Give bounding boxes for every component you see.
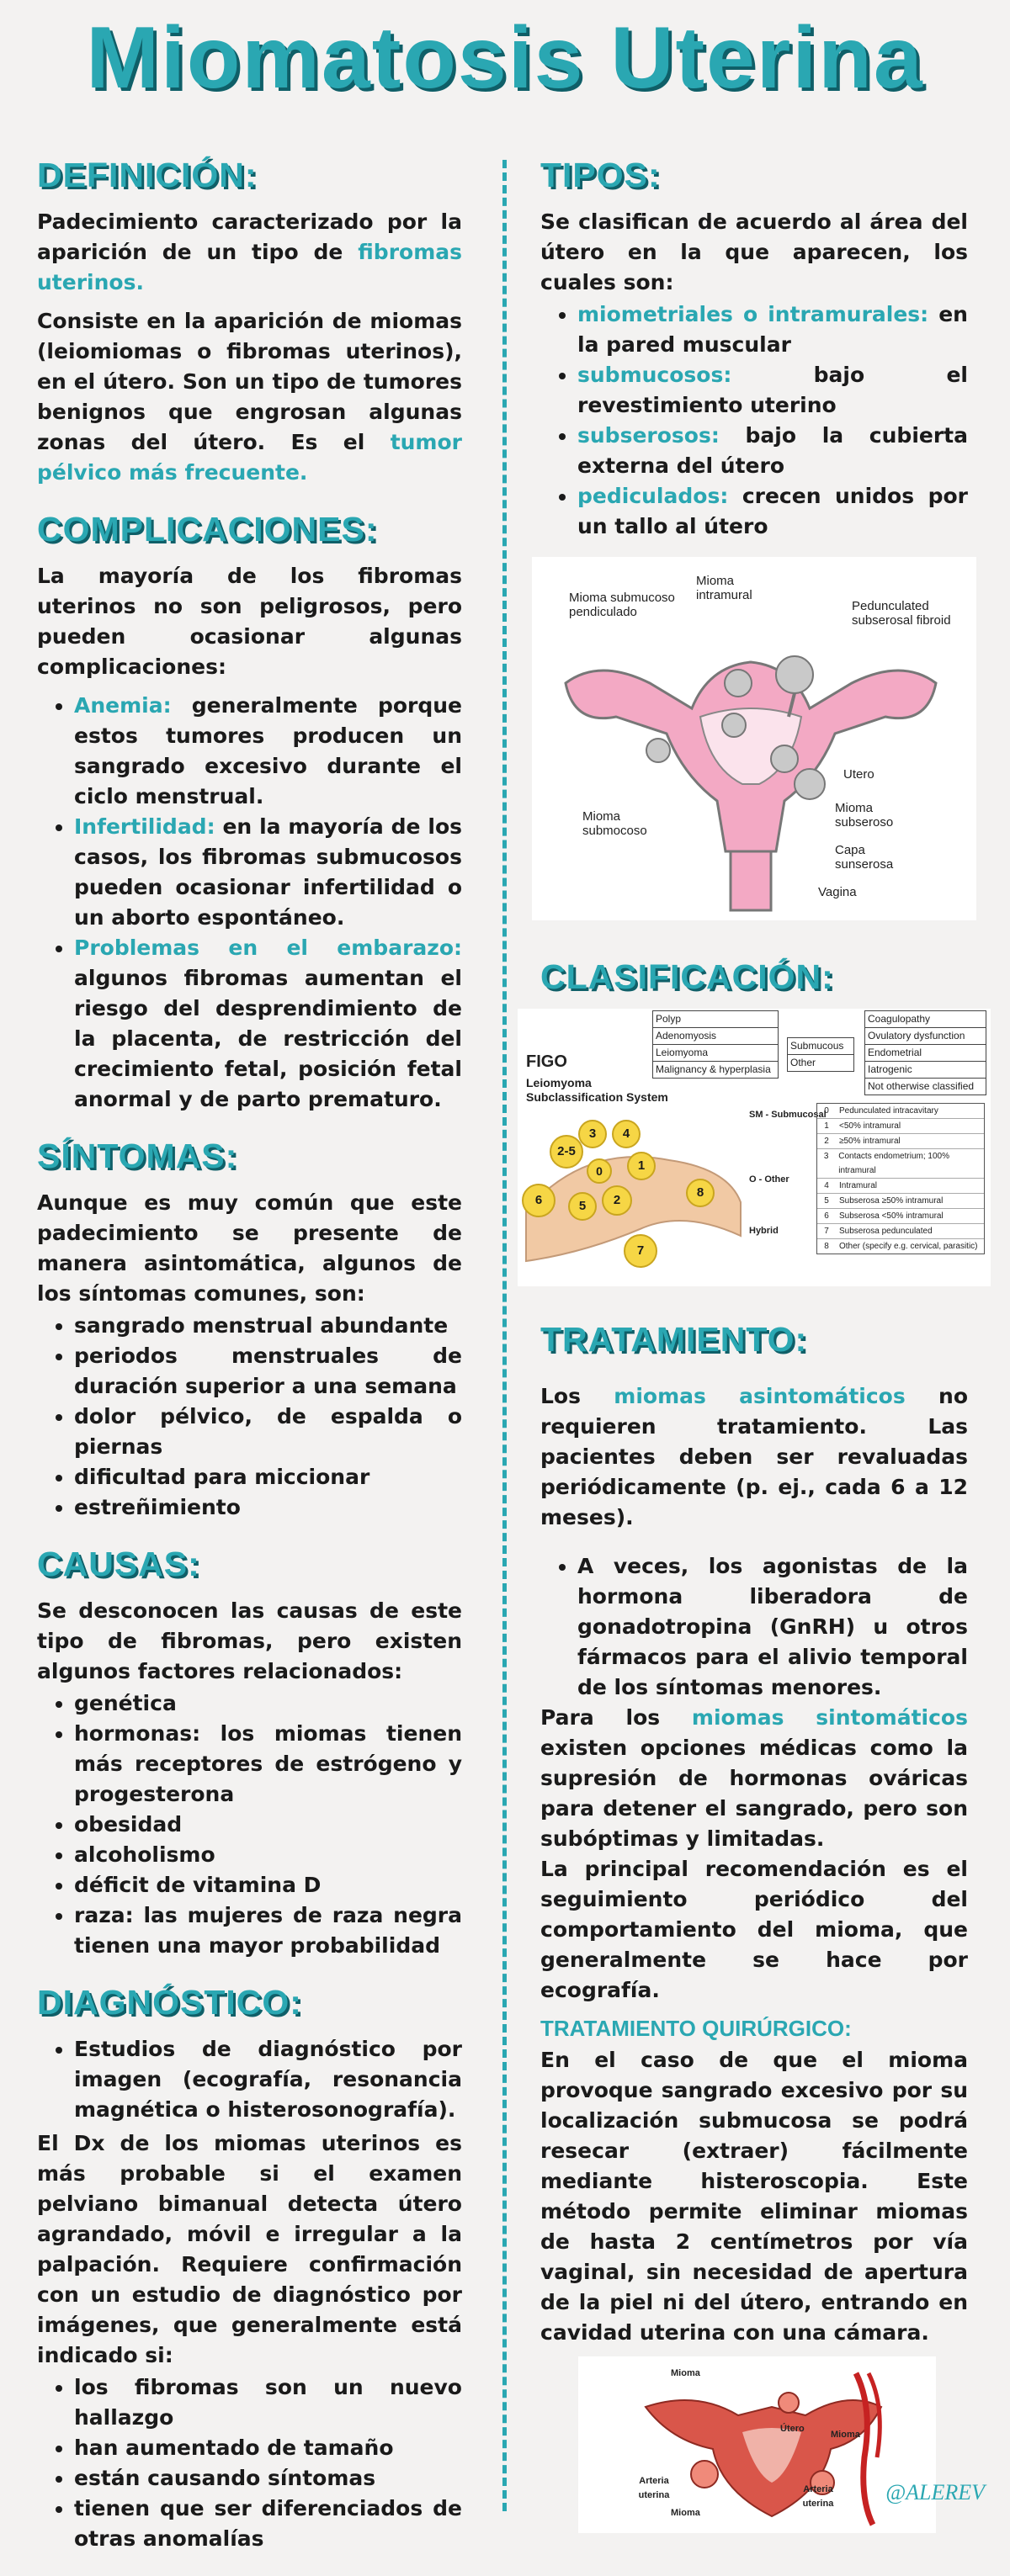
text: crecen unidos por un tallo al útero: [577, 484, 968, 538]
highlight: miomas asintomáticos: [614, 1384, 906, 1408]
figo-hybrid-label: Hybrid: [749, 1226, 779, 1236]
section-definicion: [37, 156, 462, 488]
causas-intro: Se desconocen las causas de este tipo de fibromas, pero existen algunos factores relacionados:: [37, 1598, 462, 1683]
cell: 8: [824, 1242, 829, 1251]
figo-fibroid-number: 0: [587, 1158, 612, 1184]
label-capa-sunserosa: Capa sunserosa: [835, 843, 894, 872]
text: Padecimiento caracterizado por la aparición de un tipo de: [37, 209, 462, 264]
cell: Subserosa <50% intramural: [839, 1211, 944, 1221]
highlight: Problemas en el embarazo:: [74, 936, 462, 960]
sintomas-list: [74, 1311, 462, 1523]
figo-mid-list: [787, 1037, 854, 1072]
left-column: [37, 156, 462, 2576]
section-clasificacion: [526, 957, 978, 1286]
cell: 6: [824, 1211, 829, 1221]
figo-title: FIGO: [526, 1052, 567, 1071]
uterine-artery-figure: [578, 2356, 936, 2533]
highlight: tumor pélvico más frecuente.: [37, 430, 462, 485]
definicion-paragraph-2: [37, 306, 462, 488]
cell: <50% intramural: [839, 1121, 901, 1131]
tratamiento-paragraph-1: [540, 1381, 968, 1533]
list-item: Leiomyoma: [653, 1045, 778, 1062]
list-item: • hormonas: los miomas tienen más receptores de estrógeno y progesterona: [74, 1719, 462, 1810]
list-item: • estreñimiento: [74, 1492, 462, 1523]
list-item: • dolor pélvico, de espalda o piernas: [74, 1402, 462, 1462]
list-item: • tienen que ser diferenciados de otras anomalías: [74, 2494, 462, 2554]
cell: Subserosa pedunculated: [839, 1227, 933, 1236]
cell: Other (specify e.g. cervical, parasitic): [839, 1242, 978, 1251]
figo-right-list: [864, 1010, 986, 1095]
text: Los: [540, 1384, 614, 1408]
figo-classification-figure: [518, 1009, 991, 1286]
section-diagnostico: [37, 1983, 462, 2554]
diagnostico-list-2: [74, 2372, 462, 2554]
list-item: • genética: [74, 1688, 462, 1719]
text: en la pared muscular: [577, 302, 968, 357]
label-mioma-bottom: Mioma: [671, 2508, 700, 2518]
text: existen opciones médicas como la supresión de hormonas ováricas para detener el sangrado, pero son subóptimas y limitadas.: [540, 1736, 968, 1851]
table-row: [817, 1239, 984, 1254]
label-pedunculated-subserosal: Pedunculated subserosal fibroid: [852, 599, 951, 628]
heading-definicion: DEFINICIÓN:: [37, 156, 258, 194]
highlight: subserosos:: [577, 423, 720, 448]
figo-fibroid-number: 6: [522, 1184, 556, 1217]
list-item: [74, 812, 462, 933]
page-title: Miomatosis Uterina: [86, 9, 924, 107]
cell: Subserosa ≥50% intramural: [839, 1196, 944, 1206]
figo-sm-label: SM - Submucosal: [749, 1110, 827, 1120]
figo-subtitle: Leiomyoma Subclassification System: [526, 1076, 668, 1104]
cell: 7: [824, 1227, 829, 1236]
text: algunos fibromas aumentan el riesgo del desprendimiento de la placenta, de restricción del crecimiento fetal, posición fetal anormal y de parto prematuro.: [74, 966, 462, 1111]
complicaciones-list: [74, 691, 462, 1115]
list-item: [74, 933, 462, 1115]
text: bajo el revestimiento uterino: [577, 363, 968, 417]
tipos-list: [577, 299, 968, 542]
highlight: fibromas uterinos.: [37, 240, 462, 294]
highlight: Anemia:: [74, 693, 172, 718]
list-item: • están causando síntomas: [74, 2463, 462, 2494]
cell: 5: [824, 1196, 829, 1206]
heading-tratamiento: TRATAMIENTO:: [540, 1320, 808, 1359]
right-column: [526, 156, 978, 2533]
list-item: • alcoholismo: [74, 1840, 462, 1870]
list-item: Iatrogenic: [865, 1062, 986, 1079]
figo-fibroid-number: 3: [578, 1120, 607, 1148]
list-item: Endometrial: [865, 1045, 986, 1062]
figo-fibroid-number: 2-5: [550, 1135, 583, 1169]
list-item: • raza: las mujeres de raza negra tienen una mayor probabilidad: [74, 1900, 462, 1961]
table-row: [817, 1104, 984, 1119]
label-arteria-uterina-right: Arteria uterina: [802, 2484, 834, 2509]
list-item: [577, 481, 968, 542]
list-item: Submucous: [788, 1038, 853, 1055]
cell: 1: [824, 1121, 829, 1131]
tratamiento-paragraph-3: La principal recomendación es el seguimiento periódico del comportamiento del mioma, que generalmente se hace por ecografía.: [540, 1857, 968, 2002]
highlight: miometriales o intramurales:: [577, 302, 929, 326]
list-item: Malignancy & hyperplasia: [656, 1063, 771, 1075]
text: en la mayoría de los casos, los fibromas submucosos pueden ocasionar infertilidad o un aborto espontáneo.: [74, 814, 462, 930]
table-row: [817, 1194, 984, 1209]
label-submucoso-pendiculado: Mioma submucoso pendiculado: [569, 591, 675, 619]
section-complicaciones: [37, 510, 462, 1115]
figo-fibroid-number: 5: [568, 1192, 597, 1221]
label-arteria-uterina-left: Arteria uterina: [638, 2476, 670, 2500]
highlight: submucosos:: [577, 363, 732, 387]
figo-fibroid-number: 7: [624, 1234, 657, 1268]
text: generalmente porque estos tumores producen un sangrado excesivo durante el ciclo menstrual.: [74, 693, 462, 808]
figo-table: [816, 1103, 985, 1254]
list-item: [577, 299, 968, 360]
list-item: Ovulatory dysfunction: [865, 1028, 986, 1045]
text: bajo la cubierta externa del útero: [577, 423, 968, 478]
label-submocoso: Mioma submocoso: [582, 809, 647, 838]
list-item: • han aumentado de tamaño: [74, 2433, 462, 2463]
list-item: [74, 691, 462, 812]
list-item: [577, 360, 968, 421]
cell: 0: [824, 1106, 829, 1116]
label-intramural: Mioma intramural: [696, 574, 752, 602]
tratamiento-paragraph-2: [540, 1703, 968, 1854]
causas-list: [74, 1688, 462, 1961]
label-utero: Utero: [843, 767, 874, 782]
label-mioma-top: Mioma: [671, 2368, 700, 2378]
list-item: • A veces, los agonistas de la hormona liberadora de gonadotropina (GnRH) u otros fármacos para el alivio temporal de los síntomas menores.: [577, 1551, 968, 1703]
diagnostico-list-1: [74, 2034, 462, 2125]
figo-fibroid-number: 2: [602, 1185, 632, 1216]
list-item: • sangrado menstrual abundante: [74, 1311, 462, 1341]
section-tratamiento: [540, 1320, 968, 2533]
label-vagina: Vagina: [818, 885, 857, 899]
table-row: [817, 1179, 984, 1194]
highlight: miomas sintomáticos: [691, 1705, 968, 1730]
table-row: [817, 1224, 984, 1239]
figo-fibroid-number: 4: [612, 1120, 641, 1148]
label-utero: Útero: [780, 2424, 805, 2434]
tratamiento-paragraph-4: En el caso de que el mioma provoque sangrado excesivo por su localización submucosa se podrá resecar (extraer) fácilmente mediante histeroscopia. Este método permite eliminar miomas de hasta 2 centímetros por vía vaginal, sin necesidad de apertura de la piel ni del útero, entrando en cavidad uterina con una cámara.: [540, 2048, 968, 2345]
cell: Pedunculated intracavitary: [839, 1106, 938, 1116]
figo-fibroid-number: 1: [627, 1152, 656, 1180]
text: Para los: [540, 1705, 692, 1730]
heading-diagnostico: DIAGNÓSTICO:: [37, 1983, 302, 2022]
cell: Contacts endometrium; 100% intramural: [838, 1152, 949, 1175]
sintomas-intro: Aunque es muy común que este padecimiento se presente de manera asintomática, algunos de los síntomas comunes, son:: [37, 1190, 462, 1306]
uterine-artery-illustration: [578, 2356, 936, 2533]
cell: 3: [823, 1152, 829, 1161]
diagnostico-paragraph: El Dx de los miomas uterinos es más probable si el examen pelviano bimanual detecta útero agrandado, móvil e irregular a la palpación. Requiere confirmación con un estudio de diagnóstico por imágenes, que generalmente está indicado si:: [37, 2131, 462, 2367]
label-subseroso: Mioma subseroso: [835, 801, 894, 830]
section-causas: [37, 1545, 462, 1961]
list-item: Not otherwise classified: [868, 1080, 975, 1092]
section-tipos: [540, 156, 968, 542]
tipos-intro: Se clasifican de acuerdo al área del útero en la que aparecen, los cuales son:: [540, 209, 968, 294]
list-item: [577, 421, 968, 481]
figo-o-label: O - Other: [749, 1174, 789, 1185]
list-item: • periodos menstruales de duración superior a una semana: [74, 1341, 462, 1402]
heading-complicaciones: COMPLICACIONES:: [37, 510, 378, 549]
uterus-fibroid-types-figure: [532, 557, 976, 920]
list-item: • Estudios de diagnóstico por imagen (ecografía, resonancia magnética o histerosonografía).: [74, 2034, 462, 2125]
list-item: Coagulopathy: [865, 1011, 986, 1028]
cell: 4: [824, 1181, 829, 1190]
section-sintomas: [37, 1137, 462, 1523]
highlight: pediculados:: [577, 484, 729, 508]
heading-clasificacion: CLASIFICACIÓN:: [540, 957, 834, 996]
highlight: Infertilidad:: [74, 814, 215, 839]
definicion-paragraph-1: [37, 207, 462, 298]
tratamiento-list: [577, 1551, 968, 1703]
author-credit: @ALEREV: [885, 2480, 985, 2504]
table-row: [817, 1149, 984, 1179]
list-item: • obesidad: [74, 1810, 462, 1840]
cell: ≥50% intramural: [839, 1137, 901, 1146]
list-item: Adenomyosis: [653, 1028, 778, 1045]
cell: Intramural: [839, 1181, 878, 1190]
list-item: • los fibromas son un nuevo hallazgo: [74, 2372, 462, 2433]
complicaciones-intro: La mayoría de los fibromas uterinos no son peligrosos, pero pueden ocasionar algunas complicaciones:: [37, 564, 462, 679]
table-row: [817, 1119, 984, 1134]
list-item: Other: [790, 1057, 816, 1068]
heading-tratamiento-quirurgico: TRATAMIENTO QUIRÚRGICO:: [540, 2016, 852, 2041]
list-item: Polyp: [653, 1011, 778, 1028]
list-item: • dificultad para miccionar: [74, 1462, 462, 1492]
table-row: [817, 1134, 984, 1149]
cell: 2: [824, 1137, 829, 1146]
text: Consiste en la aparición de miomas (leiomiomas o fibromas uterinos), en el útero. Son un tipo de tumores benignos que engrosan algunas zonas del útero. Es el: [37, 309, 462, 454]
text: no requieren tratamiento. Las pacientes deben ser revaluadas periódicamente (p. ej., cada 6 a 12 meses).: [540, 1384, 968, 1529]
figo-top-list: [652, 1010, 779, 1079]
heading-tipos: TIPOS:: [540, 156, 661, 194]
label-mioma-right: Mioma: [831, 2430, 860, 2440]
list-item: • déficit de vitamina D: [74, 1870, 462, 1900]
heading-sintomas: SÍNTOMAS:: [37, 1137, 238, 1175]
table-row: [817, 1209, 984, 1224]
heading-causas: CAUSAS:: [37, 1545, 200, 1583]
column-divider: [502, 160, 507, 2511]
figo-fibroid-number: 8: [686, 1179, 715, 1207]
